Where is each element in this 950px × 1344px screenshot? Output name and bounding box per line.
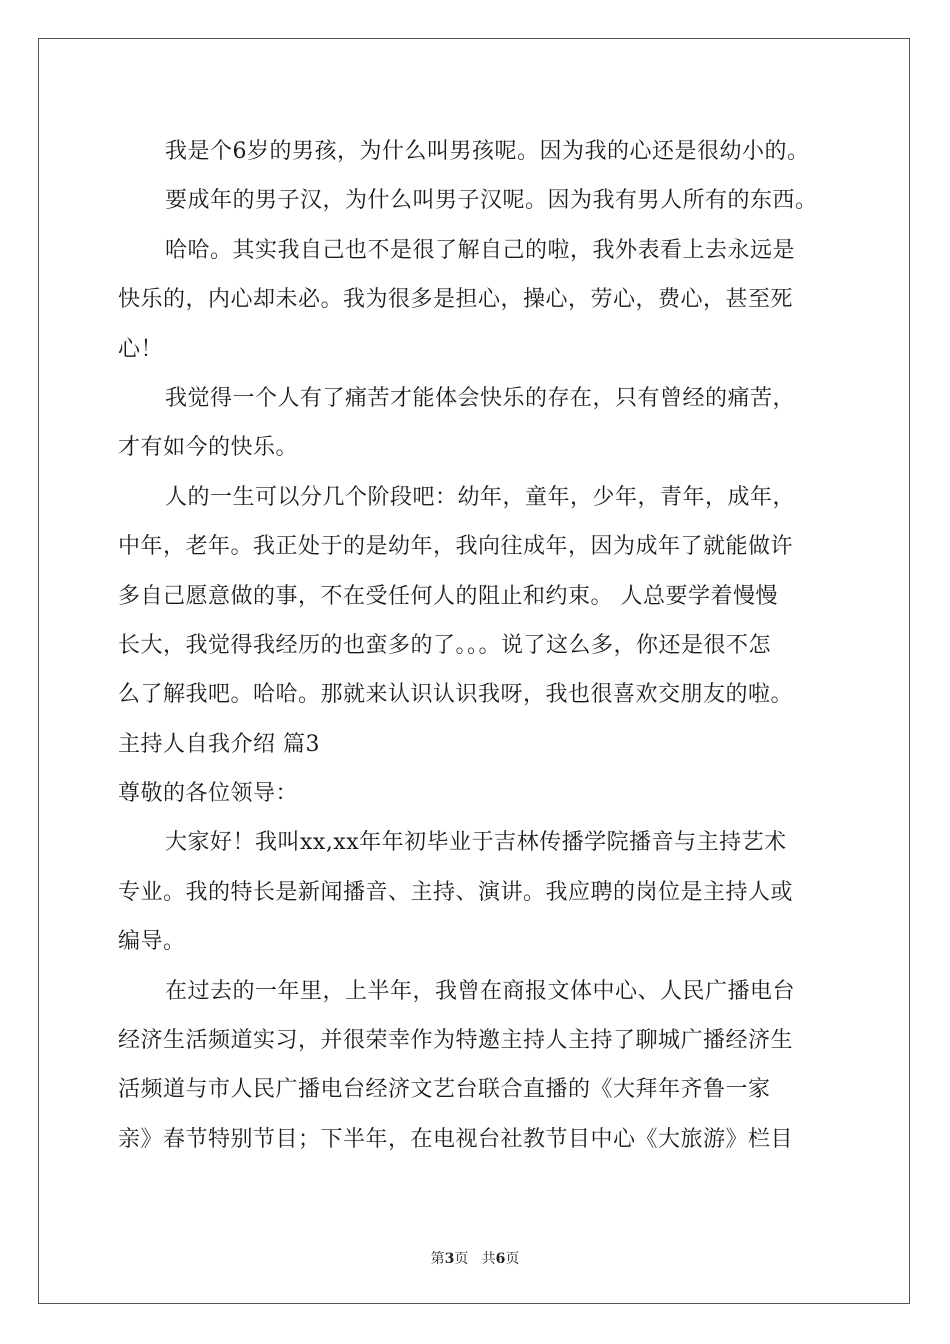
text-line-2: 要成年的男子汉，为什么叫男子汉呢。因为我有男人所有的东西。 <box>165 188 818 214</box>
text-line-11: 长大，我觉得我经历的也蛮多的了。。。说了这么多，你还是很不怎 <box>118 632 772 658</box>
text-line-4: 快乐的，内心却未必。我为很多是担心，操心，劳心，费心，甚至死 <box>118 287 794 313</box>
section-heading: 主持人自我介绍 篇3 <box>118 731 320 757</box>
text-line-8: 人的一生可以分几个阶段吧：幼年，童年，少年，青年，成年， <box>165 484 796 510</box>
footer-suffix: 页 <box>505 1251 520 1267</box>
footer-mid: 页 共 <box>454 1251 496 1267</box>
total-pages-number: 6 <box>495 1251 506 1267</box>
salutation: 尊敬的各位领导： <box>118 781 299 807</box>
text-line-16: 专业。我的特长是新闻播音、主持、演讲。我应聘的岗位是主持人或 <box>118 879 794 905</box>
text-line-5: 心！ <box>118 336 164 362</box>
text-line-10: 多自己愿意做的事，不在受任何人的阻止和约束。 人总要学着慢慢 <box>118 583 778 609</box>
text-line-6: 我觉得一个人有了痛苦才能体会快乐的存在，只有曾经的痛苦， <box>165 385 796 411</box>
text-line-1: 我是个6岁的男孩，为什么叫男孩呢。因为我的心还是很幼小的。 <box>165 139 810 164</box>
text-line-19: 经济生活频道实习，并很荣幸作为特邀主持人主持了聊城广播经济生 <box>118 1028 794 1054</box>
text-line-7: 才有如今的快乐。 <box>118 435 299 461</box>
text-line-9: 中年，老年。我正处于的是幼年，我向往成年，因为成年了就能做许 <box>118 534 794 560</box>
page-footer <box>0 1248 950 1268</box>
text-line-3: 哈哈。其实我自己也不是很了解自己的啦，我外表看上去永远是 <box>165 237 796 263</box>
document-body <box>118 127 838 1164</box>
text-line-12: 么了解我吧。哈哈。那就来认识认识我呀，我也很喜欢交朋友的啦。 <box>118 682 794 708</box>
current-page-number: 3 <box>444 1251 455 1267</box>
text-line-17: 编导。 <box>118 929 186 955</box>
text-line-15: 大家好！我叫xx,xx年年初毕业于吉林传播学院播音与主持艺术 <box>165 830 787 856</box>
footer-prefix: 第 <box>430 1251 445 1267</box>
text-line-18: 在过去的一年里，上半年，我曾在商报文体中心、人民广播电台 <box>165 978 796 1004</box>
text-line-21: 亲》春节特别节目；下半年，在电视台社教节目中心《大旅游》栏目 <box>118 1126 794 1152</box>
text-line-20: 活频道与市人民广播电台经济文艺台联合直播的《大拜年齐鲁一家 <box>118 1077 771 1103</box>
